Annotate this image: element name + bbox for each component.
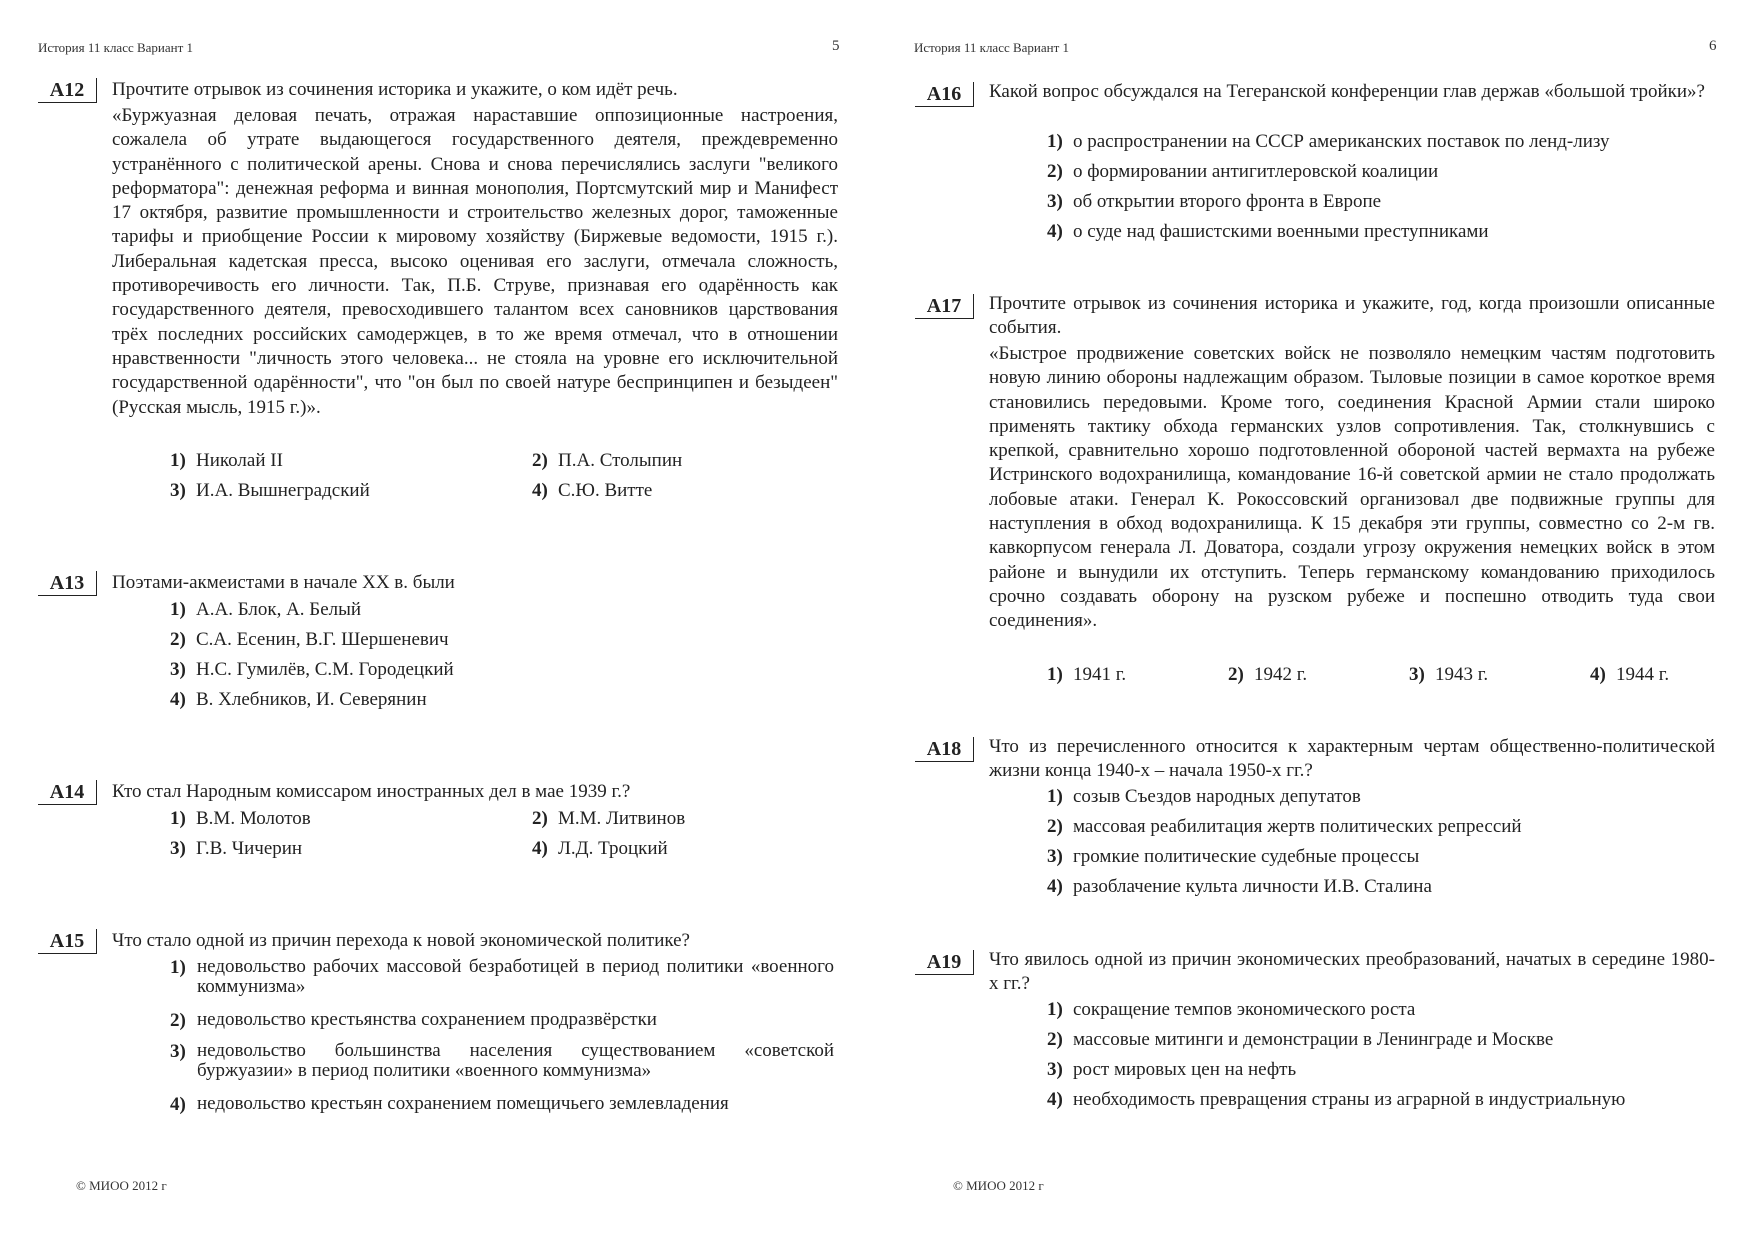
page-header: История 11 класс Вариант 1 xyxy=(914,40,1070,55)
answer-option-2[interactable]: 2) П.А. Столыпин xyxy=(532,450,683,471)
answer-option-2[interactable]: 2) М.М. Литвинов xyxy=(532,808,686,829)
question-passage: «Буржуазная деловая печать, отражая нараставшие оппозиционные настроения, сожалела об утрате выдающегося государственного деятеля, преждевременно устранённого с политической арены. Снова и снова перечислялись заслуги "великого реформатора": денежная реформа и винная монополия, Портсмутский мир и Манифест 17 октября, развитие промышленности и строительство железных дорог, таможенные тарифы и приобщение России к мировому хозяйству (Биржевые ведомости, 1915 г.). Либеральная кадетская пресса, высоко оценивая его заслуги, отмечала сложность, противоречивость его личности. Так, П.Б. Струве, признавая его одарённость как государственного деятеля, превосходившего талантом всех сановников царствования трёх последних российских самодержцев, в то же время отмечал, что в отношении нравственности "личность этого человека... не стояла на уровне его исключительной государственной одарённости", что "он был по своей натуре беспринципен и безыдеен" (Русская мысль, 1915 г.)». xyxy=(112,105,838,418)
question-id: A12 xyxy=(38,78,97,103)
question-id: A15 xyxy=(38,929,97,954)
question-id: A13 xyxy=(38,571,97,596)
answer-option-1[interactable]: 1) недовольство рабочих массовой безработицей в период политики «военного коммунизма» xyxy=(170,956,834,997)
right-page xyxy=(877,0,1754,1239)
page-header: История 11 класс Вариант 1 xyxy=(38,40,194,55)
answer-option-2[interactable]: 2) о формировании антигитлеровской коалиции xyxy=(1047,161,1439,182)
answer-option-3[interactable]: 3) Г.В. Чичерин xyxy=(170,838,303,859)
page-footer: © МИОО 2012 г xyxy=(76,1178,167,1193)
question-passage: «Быстрое продвижение советских войск не позволяло немецким частям подготовить новую линию обороны надлежащим образом. Тыловые позиции в самое короткое время становились передовыми. Кроме того, соединения Красной Армии стали широко применять тактику обхода германских узлов сопротивления. Так, столкнувшись с крепкой, сравнительно хорошо подготовленной обороной частей вермахта на рубеже Истринского водохранилища, командование 16-й советской армии не стало продолжать лобовые атаки. Генерал К. Рокоссовский организовал две подвижные группы для наступления в обход водохранилища. К 15 декабря эти группы, совместно со 2-м гв. кавкорпусом генерала Л. Доватора, создали угрозу окружения немецких войск в этом районе и вынудили их отступить. Теперь германскому командованию приходилось срочно создавать оборону на рузском рубеже и поспешно отводить туда свои соединения». xyxy=(989,343,1715,632)
answer-option-3[interactable]: 3) об открытии второго фронта в Европе xyxy=(1047,191,1382,212)
answer-option-1[interactable]: 1) о распространении на СССР американских поставок по ленд-лизу xyxy=(1047,131,1610,152)
answer-option-2[interactable]: 2) массовые митинги и демонстрации в Ленинграде и Москве xyxy=(1047,1029,1554,1050)
answer-option-4[interactable]: 4) В. Хлебников, И. Северянин xyxy=(170,689,427,710)
question-stem: Прочтите отрывок из сочинения историка и укажите, о ком идёт речь. xyxy=(112,79,678,100)
question-stem: Поэтами-акмеистами в начале XX в. были xyxy=(112,572,455,593)
answer-option-4[interactable]: 4) разоблачение культа личности И.В. Сталина xyxy=(1047,876,1432,897)
answer-option-4[interactable]: 4) о суде над фашистскими военными преступниками xyxy=(1047,221,1489,242)
page-footer: © МИОО 2012 г xyxy=(953,1178,1044,1193)
page-number: 6 xyxy=(1709,38,1717,54)
answer-option-4[interactable]: 4) Л.Д. Троцкий xyxy=(532,838,668,859)
answer-option-1[interactable]: 1) А.А. Блок, А. Белый xyxy=(170,599,362,620)
answer-option-2[interactable]: 2) массовая реабилитация жертв политических репрессий xyxy=(1047,816,1522,837)
answer-option-2[interactable]: 2) недовольство крестьянства сохранением продразвёрстки xyxy=(170,1009,657,1031)
answer-option-1[interactable]: 1) сокращение темпов экономического роста xyxy=(1047,999,1416,1020)
answer-option-4[interactable]: 4) 1944 г. xyxy=(1590,664,1670,685)
question-id: A16 xyxy=(915,82,974,107)
answer-option-2[interactable]: 2) 1942 г. xyxy=(1228,664,1308,685)
page-number: 5 xyxy=(832,38,840,54)
question-stem: Прочтите отрывок из сочинения историка и укажите, год, когда произошли описанные события. xyxy=(989,293,1715,339)
answer-option-3[interactable]: 3) недовольство большинства населения существованием «советской буржуазии» в период политики «военного коммунизма» xyxy=(170,1040,834,1081)
question-id: A17 xyxy=(915,294,974,319)
answer-option-3[interactable]: 3) Н.С. Гумилёв, С.М. Городецкий xyxy=(170,659,454,680)
question-stem: Что из перечисленного относится к характерным чертам общественно-политической жизни конца 1940-х – начала 1950-х гг.? xyxy=(989,736,1715,782)
question-stem: Какой вопрос обсуждался на Тегеранской конференции глав держав «большой тройки»? xyxy=(989,81,1705,102)
answer-option-1[interactable]: 1) 1941 г. xyxy=(1047,664,1127,685)
question-id: A14 xyxy=(38,780,97,805)
answer-option-3[interactable]: 3) И.А. Вышнеградский xyxy=(170,480,370,501)
answer-option-1[interactable]: 1) созыв Съездов народных депутатов xyxy=(1047,786,1361,807)
answer-option-4[interactable]: 4) С.Ю. Витте xyxy=(532,480,653,501)
question-id: A18 xyxy=(915,737,974,762)
question-id: A19 xyxy=(915,950,974,975)
answer-option-3[interactable]: 3) 1943 г. xyxy=(1409,664,1489,685)
answer-option-1[interactable]: 1) В.М. Молотов xyxy=(170,808,311,829)
answer-option-1[interactable]: 1) Николай II xyxy=(170,450,283,471)
question-stem: Что явилось одной из причин экономических преобразований, начатых в середине 1980-х гг.? xyxy=(989,949,1715,995)
answer-option-4[interactable]: 4) необходимость превращения страны из аграрной в индустриальную xyxy=(1047,1089,1626,1110)
answer-option-2[interactable]: 2) С.А. Есенин, В.Г. Шершеневич xyxy=(170,629,449,650)
answer-option-3[interactable]: 3) рост мировых цен на нефть xyxy=(1047,1059,1297,1080)
answer-option-3[interactable]: 3) громкие политические судебные процессы xyxy=(1047,846,1420,867)
answer-option-4[interactable]: 4) недовольство крестьян сохранением помещичьего землевладения xyxy=(170,1093,729,1115)
question-stem: Кто стал Народным комиссаром иностранных дел в мае 1939 г.? xyxy=(112,781,631,802)
question-stem: Что стало одной из причин перехода к новой экономической политике? xyxy=(112,930,690,951)
